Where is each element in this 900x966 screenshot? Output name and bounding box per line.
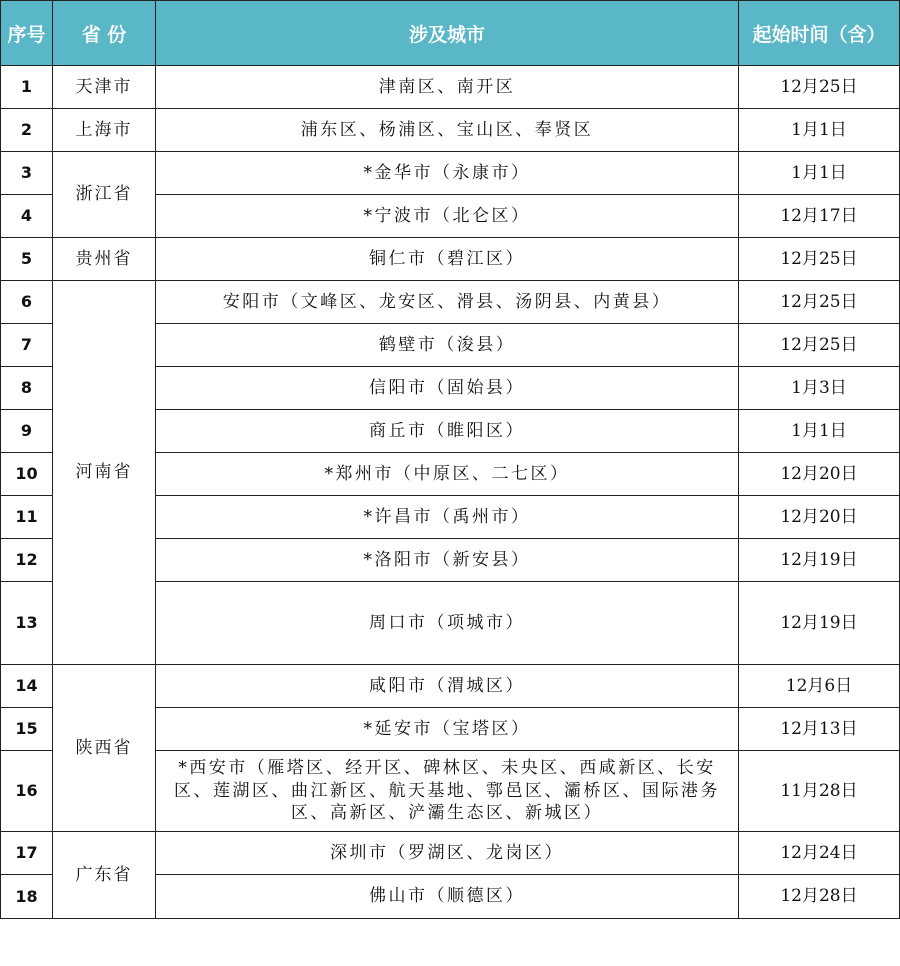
row-index: 14 (1, 665, 53, 708)
province-cell: 陕西省 (53, 665, 156, 832)
date-cell: 12月19日 (739, 539, 900, 582)
date-cell: 11月28日 (739, 751, 900, 832)
header-start-date: 起始时间（含） (739, 1, 900, 66)
row-index: 15 (1, 708, 53, 751)
date-cell: 12月25日 (739, 324, 900, 367)
header-cities: 涉及城市 (156, 1, 739, 66)
province-cell: 天津市 (53, 66, 156, 109)
row-index: 17 (1, 832, 53, 875)
header-row (1, 1, 900, 66)
row-index: 10 (1, 453, 53, 496)
cities-cell: *宁波市（北仑区） (156, 195, 739, 238)
row-index: 3 (1, 152, 53, 195)
cities-cell: 鹤壁市（浚县） (156, 324, 739, 367)
cities-cell: 佛山市（顺德区） (156, 875, 739, 919)
province-cell: 贵州省 (53, 238, 156, 281)
date-cell: 12月25日 (739, 281, 900, 324)
cities-cell: 信阳市（固始县） (156, 367, 739, 410)
table-row (1, 66, 900, 109)
date-cell: 12月28日 (739, 875, 900, 919)
table-row (1, 832, 900, 875)
cities-cell: *郑州市（中原区、二七区） (156, 453, 739, 496)
row-index: 2 (1, 109, 53, 152)
cities-cell: *延安市（宝塔区） (156, 708, 739, 751)
row-index: 6 (1, 281, 53, 324)
cities-cell: *金华市（永康市） (156, 152, 739, 195)
table-row (1, 238, 900, 281)
date-cell: 12月17日 (739, 195, 900, 238)
row-index: 5 (1, 238, 53, 281)
date-cell: 1月1日 (739, 152, 900, 195)
table-row (1, 281, 900, 324)
cities-cell: 深圳市（罗湖区、龙岗区） (156, 832, 739, 875)
table-row (1, 152, 900, 195)
date-cell: 12月6日 (739, 665, 900, 708)
row-index: 16 (1, 751, 53, 832)
date-cell: 1月3日 (739, 367, 900, 410)
date-cell: 12月20日 (739, 453, 900, 496)
row-index: 9 (1, 410, 53, 453)
row-index: 4 (1, 195, 53, 238)
province-cell: 河南省 (53, 281, 156, 665)
row-index: 13 (1, 582, 53, 665)
date-cell: 12月24日 (739, 832, 900, 875)
table-row (1, 109, 900, 152)
row-index: 18 (1, 875, 53, 919)
cities-cell: 咸阳市（渭城区） (156, 665, 739, 708)
date-cell: 1月1日 (739, 109, 900, 152)
cities-cell: *西安市（雁塔区、经开区、碑林区、未央区、西咸新区、长安区、莲湖区、曲江新区、航天基地、鄠邑区、灞桥区、国际港务区、高新区、浐灞生态区、新城区） (156, 751, 739, 832)
date-cell: 12月13日 (739, 708, 900, 751)
row-index: 1 (1, 66, 53, 109)
cities-cell: 浦东区、杨浦区、宝山区、奉贤区 (156, 109, 739, 152)
province-cell: 广东省 (53, 832, 156, 919)
cities-cell: 周口市（项城市） (156, 582, 739, 665)
date-cell: 1月1日 (739, 410, 900, 453)
cities-cell: 铜仁市（碧江区） (156, 238, 739, 281)
cities-cell: 津南区、南开区 (156, 66, 739, 109)
cities-cell: *许昌市（禹州市） (156, 496, 739, 539)
header-province: 省 份 (53, 1, 156, 66)
date-cell: 12月25日 (739, 66, 900, 109)
province-cell: 上海市 (53, 109, 156, 152)
table-row (1, 665, 900, 708)
row-index: 12 (1, 539, 53, 582)
row-index: 11 (1, 496, 53, 539)
date-cell: 12月20日 (739, 496, 900, 539)
date-cell: 12月19日 (739, 582, 900, 665)
row-index: 7 (1, 324, 53, 367)
date-cell: 12月25日 (739, 238, 900, 281)
cities-cell: 安阳市（文峰区、龙安区、滑县、汤阴县、内黄县） (156, 281, 739, 324)
row-index: 8 (1, 367, 53, 410)
cities-cell: 商丘市（睢阳区） (156, 410, 739, 453)
cities-cell: *洛阳市（新安县） (156, 539, 739, 582)
province-cell: 浙江省 (53, 152, 156, 238)
header-index: 序号 (1, 1, 53, 66)
